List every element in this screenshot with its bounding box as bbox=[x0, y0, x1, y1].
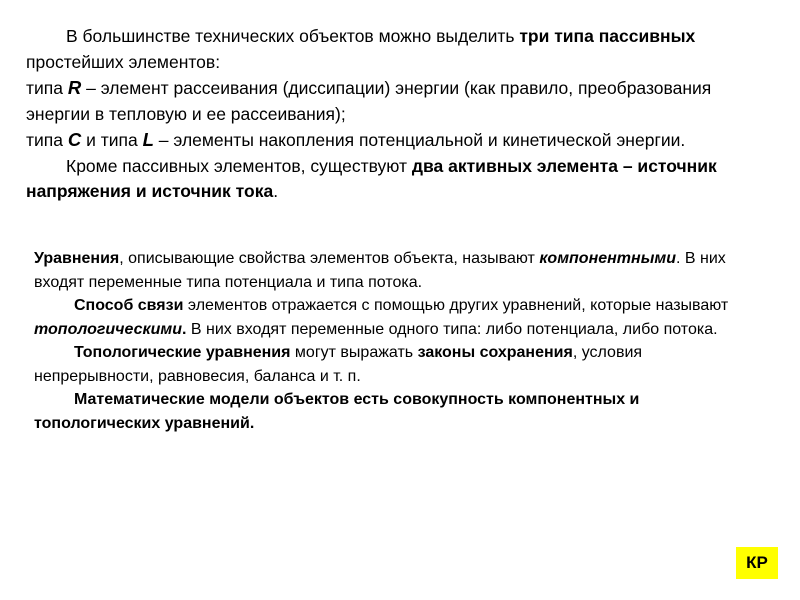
symbol-c: C bbox=[67, 129, 82, 150]
passive-elements-text bbox=[26, 24, 766, 205]
bold-span: Топологические уравнения bbox=[74, 344, 291, 361]
equations-text bbox=[34, 247, 734, 435]
text-span: простейших элементов: bbox=[26, 51, 221, 72]
paragraph-conservation-laws bbox=[34, 341, 734, 388]
text-span: . В них входят переменные типа потенциала и типа потока. bbox=[34, 250, 726, 291]
text-span: В большинстве технических объектов можно выделить bbox=[66, 26, 520, 46]
text-span: и типа bbox=[81, 130, 143, 150]
bold-italic-span: компонентными bbox=[539, 250, 676, 267]
paragraph-three-types bbox=[26, 24, 766, 75]
symbol-r: R bbox=[67, 77, 82, 98]
paragraph-type-r bbox=[26, 75, 766, 127]
text-span: элементов отражается с помощью других уравнений, которые называют bbox=[183, 297, 729, 314]
paragraph-math-models bbox=[34, 388, 734, 435]
text-span: В них входят переменные одного типа: либо потенциала, либо потока. bbox=[186, 320, 718, 338]
text-span: , описывающие свойства элементов объекта, называют bbox=[119, 250, 540, 267]
kr-nav-button[interactable]: КР bbox=[736, 547, 778, 579]
bold-span: Способ связи bbox=[74, 297, 184, 314]
text-span: – элементы накопления потенциальной и кинетической энергии. bbox=[153, 130, 686, 150]
paragraph-component-equations bbox=[34, 247, 734, 294]
bold-span: Уравнения bbox=[34, 250, 120, 267]
bold-span: . bbox=[181, 320, 187, 338]
symbol-l: L bbox=[142, 129, 154, 150]
text-span: типа bbox=[26, 78, 68, 98]
text-span: типа bbox=[26, 130, 68, 150]
bold-span: три типа пассивных bbox=[519, 26, 696, 46]
text-span: могут выражать bbox=[290, 344, 418, 361]
bold-span: два активных элемента – источник напряжения и источник тока bbox=[26, 155, 717, 201]
paragraph-type-c-l bbox=[26, 127, 766, 154]
bold-italic-span: топологическими bbox=[34, 320, 182, 338]
text-span: , условия непрерывности, равновесия, баланса и т. п. bbox=[34, 344, 643, 385]
paragraph-active-elements bbox=[26, 154, 766, 205]
text-span: Кроме пассивных элементов, существуют bbox=[66, 155, 412, 176]
text-span: . bbox=[273, 181, 279, 201]
bold-span: законы сохранения bbox=[417, 344, 573, 361]
bold-span: Математические модели объектов есть совокупность компонентных и топологических уравнений. bbox=[34, 391, 640, 432]
text-span: – элемент рассеивания (диссипации) энергии (как правило, преобразования энергии в тепловую и ее рассеивания); bbox=[26, 78, 712, 124]
paragraph-topological-equations bbox=[34, 294, 734, 341]
